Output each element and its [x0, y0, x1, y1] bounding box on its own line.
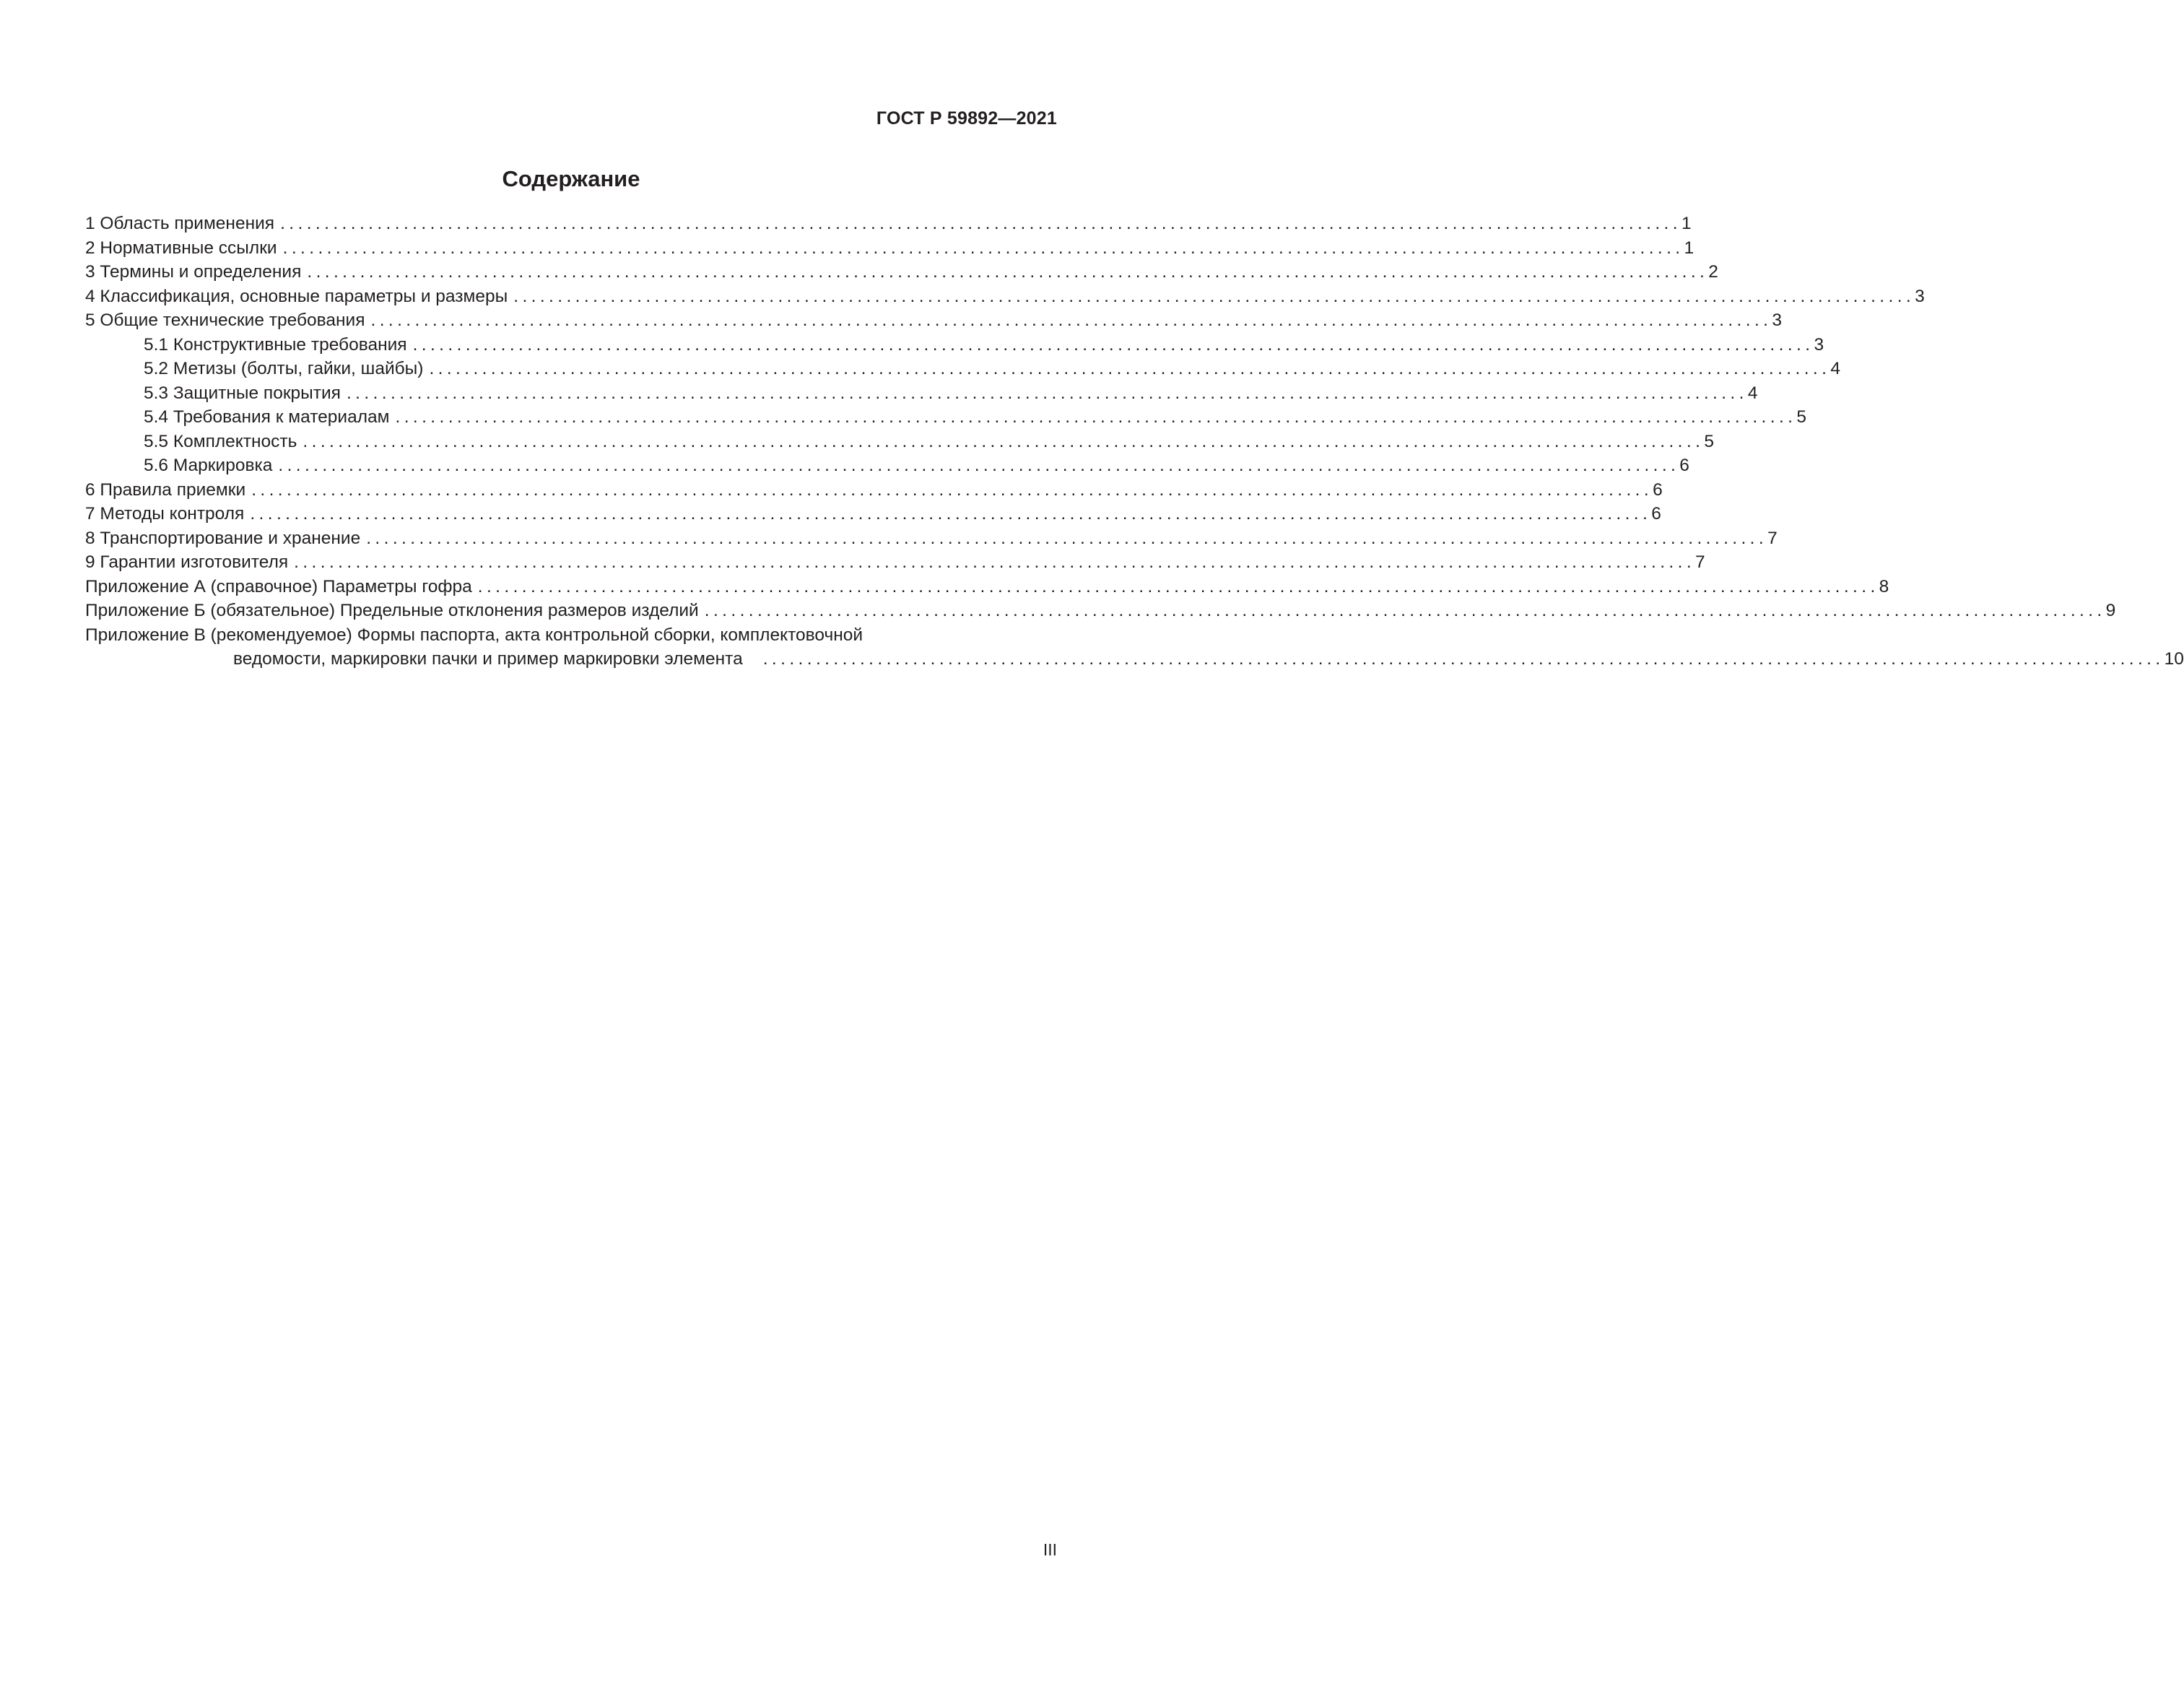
- toc-leader-dots: ...............................................................................................................................................................: [412, 334, 1814, 355]
- toc-entry-page: 3: [1772, 311, 1783, 330]
- toc-entry-3[interactable]: [85, 260, 1718, 285]
- toc-entry-label: 5.5 Комплектность: [144, 431, 297, 451]
- toc-entry-page: 2: [1708, 262, 1718, 282]
- toc-entry-page: 8: [1879, 576, 1889, 596]
- toc-title: Содержание: [502, 166, 640, 191]
- toc-entry-4[interactable]: [85, 285, 1925, 309]
- toc-entry-page: 10: [2164, 649, 2184, 669]
- toc-entry-label: 5.2 Метизы (болты, гайки, шайбы): [144, 359, 424, 378]
- page-number: III: [1043, 1540, 1057, 1559]
- toc-entry-5-2[interactable]: [85, 357, 1840, 381]
- toc-leader-dots: ...............................................................................................................................................................: [477, 576, 1879, 596]
- toc-entry-5-6[interactable]: [85, 453, 1689, 478]
- toc-entry-7[interactable]: [85, 502, 1661, 526]
- toc-entry-page: 9: [2105, 601, 2116, 620]
- toc-leader-dots: ...............................................................................................................................................................: [429, 359, 1831, 378]
- document-code: ГОСТ Р 59892—2021: [876, 108, 1057, 129]
- toc-entry-page: 7: [1695, 552, 1705, 572]
- toc-leader-dots: ...............................................................................................................................................................: [303, 431, 1705, 451]
- toc-entry-page: 5: [1704, 431, 1714, 451]
- toc-leader-dots: ...............................................................................................................................................................: [280, 214, 1681, 233]
- toc-entry-label: 5.3 Защитные покрытия: [144, 383, 341, 403]
- toc-entry-5-3[interactable]: [85, 381, 1758, 406]
- table-of-contents: [85, 212, 2184, 672]
- toc-entry-page: 3: [1915, 286, 1925, 306]
- toc-leader-dots: ...............................................................................................................................................................: [762, 649, 2165, 669]
- toc-entry-label: Приложение В (рекомендуемое) Формы паспорта, акта контрольной сборки, комплектовочной: [85, 625, 863, 645]
- toc-entry-page: 1: [1684, 238, 1694, 258]
- toc-entry-label: 3 Термины и определения: [85, 262, 302, 282]
- toc-entry-page: 6: [1679, 456, 1689, 475]
- toc-entry-page: 4: [1830, 359, 1840, 378]
- toc-entry-label: 2 Нормативные ссылки: [85, 238, 277, 258]
- toc-entry-page: 4: [1747, 383, 1758, 403]
- toc-entry-label: Приложение А (справочное) Параметры гофра: [85, 576, 472, 596]
- toc-entry-appendix-a[interactable]: [85, 575, 1889, 599]
- toc-entry-label: 6 Правила приемки: [85, 479, 246, 500]
- toc-entry-1[interactable]: [85, 212, 1692, 236]
- toc-leader-dots: ...............................................................................................................................................................: [250, 504, 1652, 524]
- toc-entry-label: 7 Методы контроля: [85, 504, 245, 524]
- toc-leader-dots: ...............................................................................................................................................................: [307, 262, 1709, 282]
- toc-entry-5-1[interactable]: [85, 333, 1824, 357]
- toc-entry-page: 6: [1653, 479, 1663, 500]
- toc-leader-dots: ...............................................................................................................................................................: [251, 479, 1653, 500]
- toc-entry-5-4[interactable]: [85, 405, 1807, 430]
- toc-entry-label: 8 Транспортирование и хранение: [85, 528, 361, 548]
- toc-entry-appendix-v[interactable]: [85, 623, 2184, 672]
- toc-leader-dots: ...............................................................................................................................................................: [366, 528, 1768, 548]
- toc-entry-appendix-b[interactable]: [85, 599, 2116, 623]
- toc-leader-dots: ...............................................................................................................................................................: [395, 407, 1797, 427]
- toc-leader-dots: ...............................................................................................................................................................: [278, 456, 1680, 475]
- toc-entry-line: [85, 623, 1058, 648]
- toc-entry-label: 5.6 Маркировка: [144, 456, 273, 475]
- toc-entry-label: 9 Гарантии изготовителя: [85, 552, 289, 572]
- toc-entry-label: Приложение Б (обязательное) Предельные отклонения размеров изделий: [85, 601, 699, 620]
- toc-entry-line: [85, 647, 2184, 672]
- toc-entry-9[interactable]: [85, 550, 1705, 575]
- toc-entry-label: 5.4 Требования к материалам: [144, 407, 390, 427]
- toc-entry-page: 1: [1681, 214, 1692, 233]
- toc-entry-8[interactable]: [85, 526, 1778, 551]
- toc-leader-dots: ...............................................................................................................................................................: [704, 601, 2106, 620]
- toc-entry-6[interactable]: [85, 478, 1663, 503]
- toc-entry-page: 5: [1796, 407, 1807, 427]
- toc-leader-dots: ...............................................................................................................................................................: [370, 311, 1772, 330]
- toc-entry-5[interactable]: [85, 308, 1783, 333]
- toc-entry-page: 7: [1767, 528, 1778, 548]
- toc-entry-5-5[interactable]: [85, 430, 1714, 454]
- toc-entry-page: 6: [1651, 504, 1661, 524]
- toc-entry-label: 1 Область применения: [85, 214, 275, 233]
- toc-entry-label: 5.1 Конструктивные требования: [144, 334, 407, 355]
- toc-leader-dots: ...............................................................................................................................................................: [513, 286, 1915, 306]
- toc-entry-label: 5 Общие технические требования: [85, 311, 365, 330]
- toc-entry-label-continued: ведомости, маркировки пачки и пример маркировки элемента: [233, 649, 743, 669]
- toc-leader-dots: ...............................................................................................................................................................: [294, 552, 1696, 572]
- toc-entry-page: 3: [1814, 334, 1824, 355]
- toc-entry-2[interactable]: [85, 236, 1694, 261]
- toc-leader-dots: ...............................................................................................................................................................: [282, 238, 1684, 258]
- toc-leader-dots: ...............................................................................................................................................................: [346, 383, 1748, 403]
- toc-entry-label: 4 Классификация, основные параметры и размеры: [85, 286, 508, 306]
